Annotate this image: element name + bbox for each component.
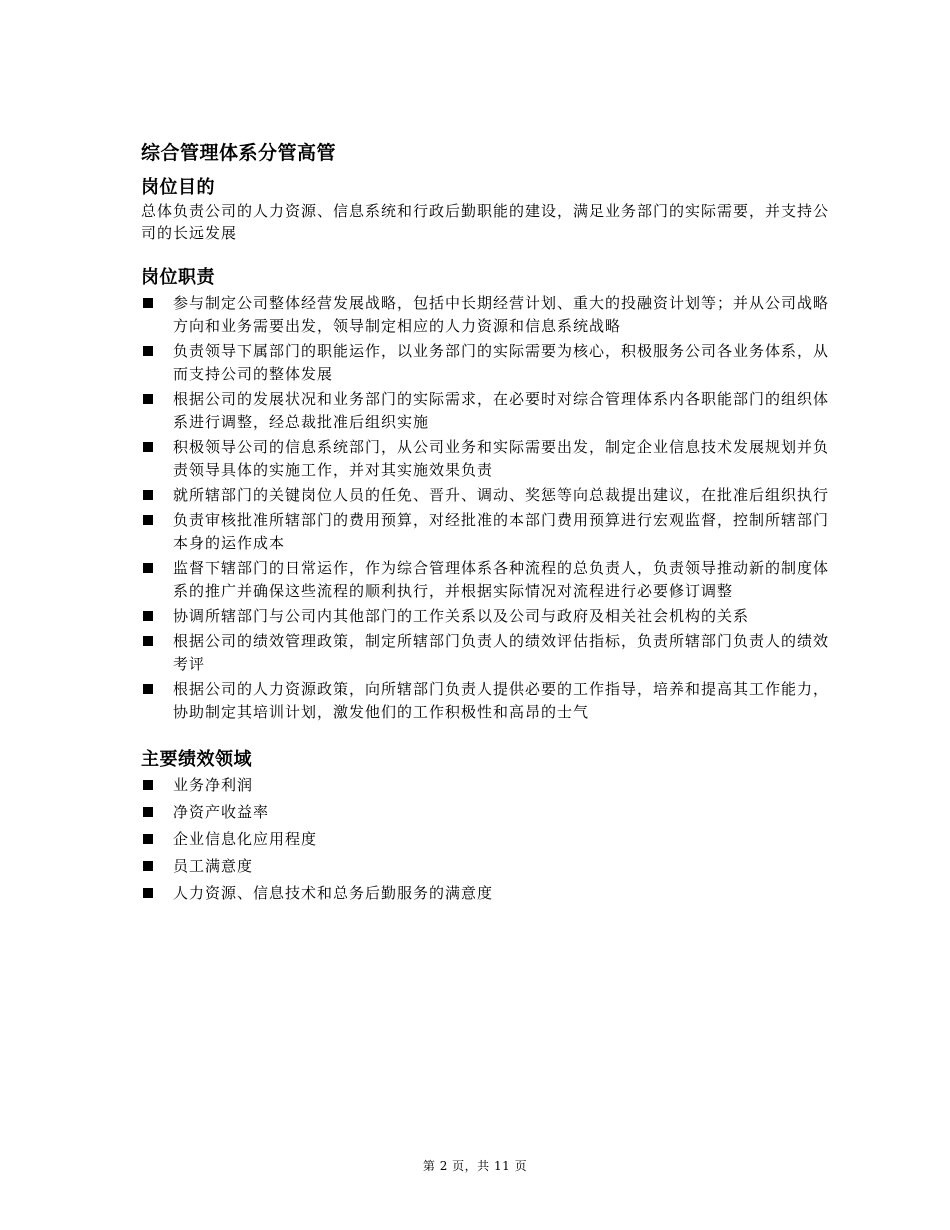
square-bullet-icon xyxy=(143,834,153,844)
page-number-footer: 第 2 页，共 11 页 xyxy=(422,1159,528,1173)
responsibility-text: 负责审核批准所辖部门的费用预算，对经批准的本部门费用预算进行宏观监督，控制所辖部门本身的运作成本 xyxy=(173,511,830,552)
square-bullet-icon xyxy=(143,807,153,817)
responsibility-item xyxy=(141,340,831,386)
kpi-text: 净资产收益率 xyxy=(173,803,270,821)
purpose-heading: 岗位目的 xyxy=(141,177,215,198)
kpi-text: 员工满意度 xyxy=(173,857,254,875)
kpi-item xyxy=(141,882,831,905)
square-bullet-icon xyxy=(143,611,153,621)
square-bullet-icon xyxy=(143,636,153,646)
responsibilities-list xyxy=(141,292,831,724)
square-bullet-icon xyxy=(143,490,153,500)
responsibility-item xyxy=(141,484,831,507)
square-bullet-icon xyxy=(143,442,153,452)
responsibility-item xyxy=(141,388,831,434)
responsibilities-heading: 岗位职责 xyxy=(141,267,215,288)
responsibility-text: 参与制定公司整体经营发展战略，包括中长期经营计划、重大的投融资计划等；并从公司战略方向和业务需要出发，领导制定相应的人力资源和信息系统战略 xyxy=(173,294,830,335)
responsibility-text: 根据公司的人力资源政策，向所辖部门负责人提供必要的工作指导，培养和提高其工作能力，协助制定其培训计划，激发他们的工作积极性和高昂的士气 xyxy=(173,680,830,721)
kpi-item xyxy=(141,801,831,824)
responsibility-item xyxy=(141,557,831,603)
kpi-item xyxy=(141,855,831,878)
square-bullet-icon xyxy=(143,394,153,404)
responsibility-item xyxy=(141,678,831,724)
kpi-item xyxy=(141,828,831,851)
responsibility-item xyxy=(141,436,831,482)
kpi-text: 企业信息化应用程度 xyxy=(173,830,318,848)
responsibility-text: 根据公司的绩效管理政策，制定所辖部门负责人的绩效评估指标，负责所辖部门负责人的绩效考评 xyxy=(173,632,830,673)
kpi-item xyxy=(141,774,831,797)
kpi-heading: 主要绩效领域 xyxy=(141,749,252,770)
responsibility-text: 协调所辖部门与公司内其他部门的工作关系以及公司与政府及相关社会机构的关系 xyxy=(173,607,750,625)
document-title: 综合管理体系分管高管 xyxy=(141,142,337,164)
responsibility-item xyxy=(141,605,831,628)
section-spacer xyxy=(141,726,831,748)
square-bullet-icon xyxy=(143,298,153,308)
responsibility-text: 负责领导下属部门的职能运作，以业务部门的实际需要为核心，积极服务公司各业务体系，从而支持公司的整体发展 xyxy=(173,342,830,383)
responsibility-item xyxy=(141,292,831,338)
square-bullet-icon xyxy=(143,780,153,790)
responsibility-text: 就所辖部门的关键岗位人员的任免、晋升、调动、奖惩等向总裁提出建议，在批准后组织执行 xyxy=(173,486,830,504)
responsibility-text: 监督下辖部门的日常运作，作为综合管理体系各种流程的总负责人，负责领导推动新的制度体系的推广并确保这些流程的顺利执行，并根据实际情况对流程进行必要修订调整 xyxy=(173,559,830,600)
square-bullet-icon xyxy=(143,684,153,694)
responsibility-text: 根据公司的发展状况和业务部门的实际需求，在必要时对综合管理体系内各职能部门的组织体系进行调整，经总裁批准后组织实施 xyxy=(173,390,830,431)
square-bullet-icon xyxy=(143,888,153,898)
square-bullet-icon xyxy=(143,515,153,525)
kpi-text: 业务净利润 xyxy=(173,776,254,794)
square-bullet-icon xyxy=(143,861,153,871)
kpi-text: 人力资源、信息技术和总务后勤服务的满意度 xyxy=(173,884,494,902)
responsibility-text: 积极领导公司的信息系统部门，从公司业务和实际需要出发，制定企业信息技术发展规划并负责领导具体的实施工作，并对其实施效果负责 xyxy=(173,438,830,479)
purpose-text: 总体负责公司的人力资源、信息系统和行政后勤职能的建设，满足业务部门的实际需要，并支持公司的长远发展 xyxy=(141,202,830,242)
document-content xyxy=(141,140,831,909)
square-bullet-icon xyxy=(143,346,153,356)
responsibility-item xyxy=(141,630,831,676)
responsibility-item xyxy=(141,509,831,555)
square-bullet-icon xyxy=(143,563,153,573)
kpi-list xyxy=(141,774,831,905)
